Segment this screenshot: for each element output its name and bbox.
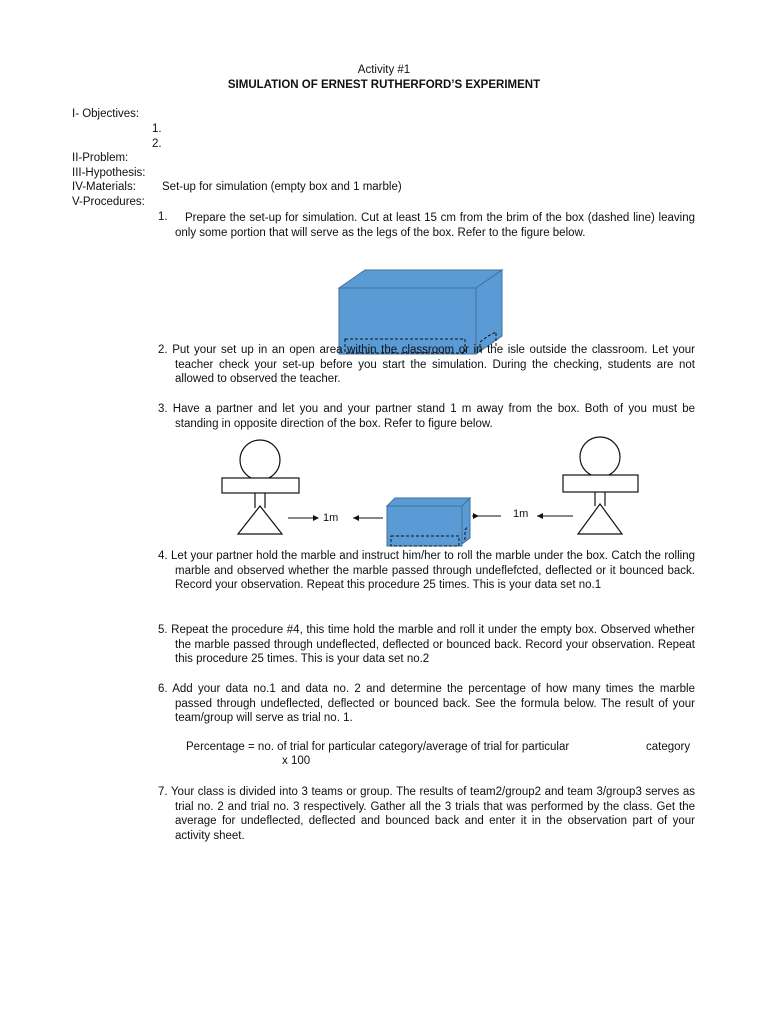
formula-category: category [646, 741, 691, 753]
box-small-figure [387, 498, 470, 546]
procedure-4-text: 4. Let your partner hold the marble and instruct him/her to roll the marble under the box. Catch the rolling marble and observed whether the marble passed through undeflefcted, deflected or it bounced back. Record your observation. Repeat this procedure 25 times. This is your data set no.1 [158, 550, 695, 592]
procedure-6-text: 6. Add your data no.1 and data no. 2 and determine the percentage of how many times the marble passed through undeflected, deflected or bounced back. See the formula below. The result of your team/group will serve as trial no. 1. [158, 683, 695, 725]
procedures-label: V-Procedures: [72, 196, 145, 208]
objective-1: 1. [152, 123, 162, 135]
activity-title: SIMULATION OF ERNEST RUTHERFORD’S EXPERIMENT [227, 79, 541, 91]
hypothesis-label: III-Hypothesis: [72, 167, 146, 179]
materials-label: IV-Materials: [72, 181, 136, 193]
formula-line-1: Percentage = no. of trial for particular category/average of trial for particular [186, 741, 570, 753]
procedure-2-text: 2. Put your set up in an open area within the classroom or in the isle outside the classroom. Let your teacher check your set-up before you start the simulation. During the checking, students are not allowed to observed the teacher. [158, 344, 695, 386]
right-person-figure [563, 437, 638, 534]
objectives-label: I- Objectives: [72, 108, 140, 120]
procedure-3-text: 3. Have a partner and let you and your partner stand 1 m away from the box. Both of you must be standing in opposite direction of the box. Refer to figure below. [158, 403, 695, 430]
activity-number: Activity #1 [357, 64, 411, 76]
materials-text: Set-up for simulation (empty box and 1 marble) [162, 181, 402, 193]
procedure-1-text: Prepare the set-up for simulation. Cut at least 15 cm from the brim of the box (dashed line) leaving only some portion that will serve as the legs of the box. Refer to the figure below. [175, 212, 695, 239]
procedure-7-text: 7. Your class is divided into 3 teams or group. The results of team2/group2 and team 3/group3 serves as trial no. 2 and trial no. 3 respectively. Gather all the 3 trials that was performed by the class. Get the average for undeflected, deflected and bounced back and enter it in the observation part of your activity sheet. [158, 786, 695, 842]
box-top-face [339, 270, 502, 288]
partner-setup-figure [215, 432, 655, 548]
procedure-1-number: 1. [158, 211, 168, 223]
distance-label-left: 1m [323, 512, 339, 524]
formula-line-2: x 100 [282, 755, 311, 767]
objective-2: 2. [152, 138, 162, 150]
procedure-5-text: 5. Repeat the procedure #4, this time hold the marble and roll it under the empty box. Observed whether the marble passed through undeflected, deflected or bounced back. Record your observation. Repeat this procedure 25 times. This is your data set no.2 [158, 624, 695, 666]
distance-label-right: 1m [513, 508, 529, 520]
left-person-figure [222, 440, 299, 534]
problem-label: II-Problem: [72, 152, 129, 164]
